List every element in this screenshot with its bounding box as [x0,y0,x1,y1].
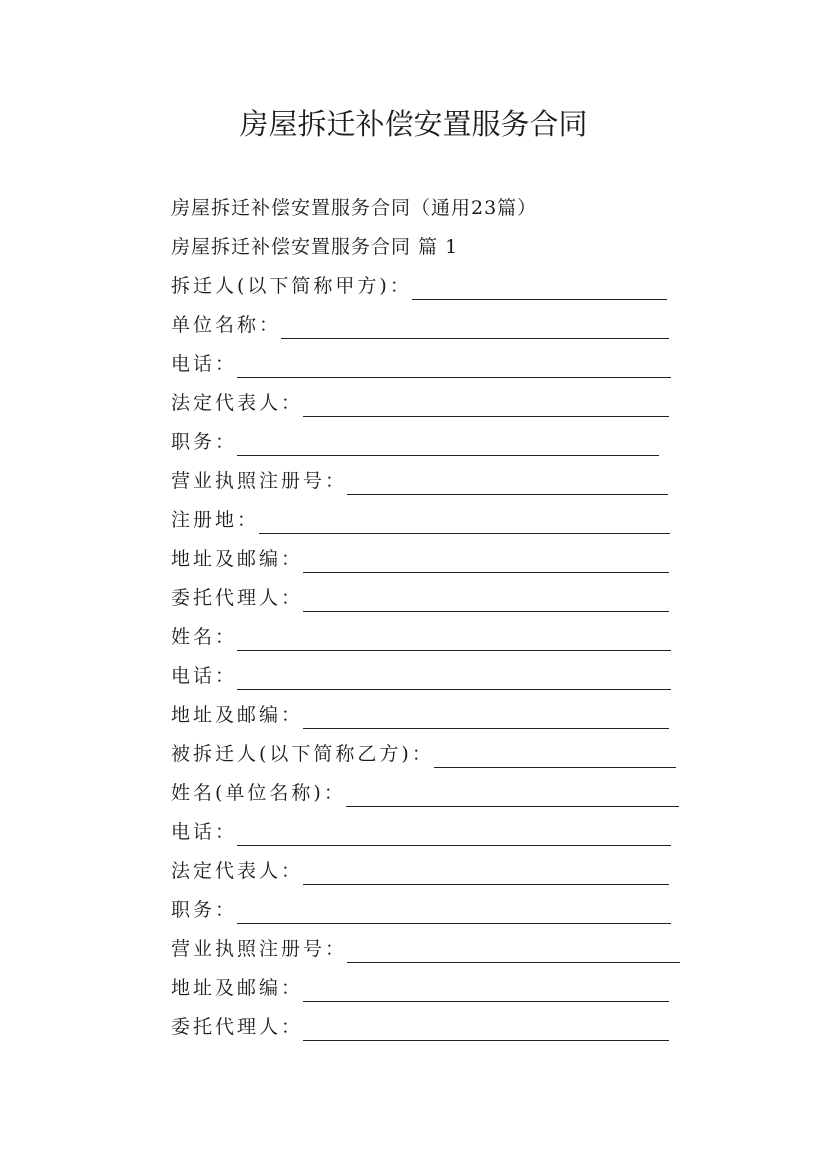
field-label: 地址及邮编： [171,548,304,570]
field-agent [171,1008,680,1047]
fill-in-blank[interactable] [237,351,671,378]
section-heading: 房屋拆迁补偿安置服务合同 篇 1 [171,236,459,258]
fill-in-blank[interactable] [237,663,671,690]
fill-in-blank[interactable] [237,897,671,924]
field-address-postcode [171,969,680,1008]
fill-in-blank[interactable] [303,546,669,573]
field-position [171,423,680,462]
document-title: 房屋拆迁补偿安置服务合同 [239,107,588,141]
field-label: 姓名： [171,626,238,648]
field-label: 地址及邮编： [171,977,304,999]
document-body [171,189,680,1047]
field-label: 营业执照注册号： [171,938,348,960]
field-position [171,891,680,930]
field-label: 委托代理人： [171,587,304,609]
field-label: 电话： [171,821,238,843]
fill-in-blank[interactable] [303,702,669,729]
field-name [171,618,680,657]
field-label: 地址及邮编： [171,704,304,726]
fill-in-blank[interactable] [347,468,668,495]
field-demolishee [171,735,680,774]
field-label: 被拆迁人(以下简称乙方)： [171,743,434,765]
field-label: 职务： [171,899,238,921]
fill-in-blank[interactable] [259,507,670,534]
field-label: 法定代表人： [171,392,304,414]
field-label: 电话： [171,353,238,375]
fill-in-blank[interactable] [346,780,679,807]
fill-in-blank[interactable] [237,429,659,456]
field-label: 营业执照注册号： [171,470,348,492]
field-phone [171,345,680,384]
field-phone [171,813,680,852]
document-subtitle: 房屋拆迁补偿安置服务合同（通用23篇） [171,197,538,219]
field-label: 法定代表人： [171,860,304,882]
field-legal-representative [171,384,680,423]
field-agent [171,579,680,618]
field-name-unit [171,774,680,813]
fill-in-blank[interactable] [303,1014,669,1041]
field-address-postcode [171,696,680,735]
field-demolisher [171,267,680,306]
fill-in-blank[interactable] [303,585,669,612]
field-label: 委托代理人： [171,1016,304,1038]
field-legal-representative [171,852,680,891]
fill-in-blank[interactable] [237,819,671,846]
field-label: 姓名(单位名称)： [171,782,346,804]
field-phone [171,657,680,696]
fill-in-blank[interactable] [303,390,669,417]
field-label: 注册地： [171,509,260,531]
fill-in-blank[interactable] [303,975,669,1002]
fill-in-blank[interactable] [281,312,669,339]
field-registered-place [171,501,680,540]
field-label: 电话： [171,665,238,687]
field-label: 职务： [171,431,238,453]
fill-in-blank[interactable] [412,273,667,300]
fill-in-blank[interactable] [303,858,669,885]
field-business-license [171,462,680,501]
field-unit-name [171,306,680,345]
field-address-postcode [171,540,680,579]
field-business-license [171,930,680,969]
fill-in-blank[interactable] [237,624,671,651]
field-label: 拆迁人(以下简称甲方)： [171,275,412,297]
fill-in-blank[interactable] [434,741,676,768]
field-label: 单位名称： [171,314,282,336]
fill-in-blank[interactable] [347,936,680,963]
